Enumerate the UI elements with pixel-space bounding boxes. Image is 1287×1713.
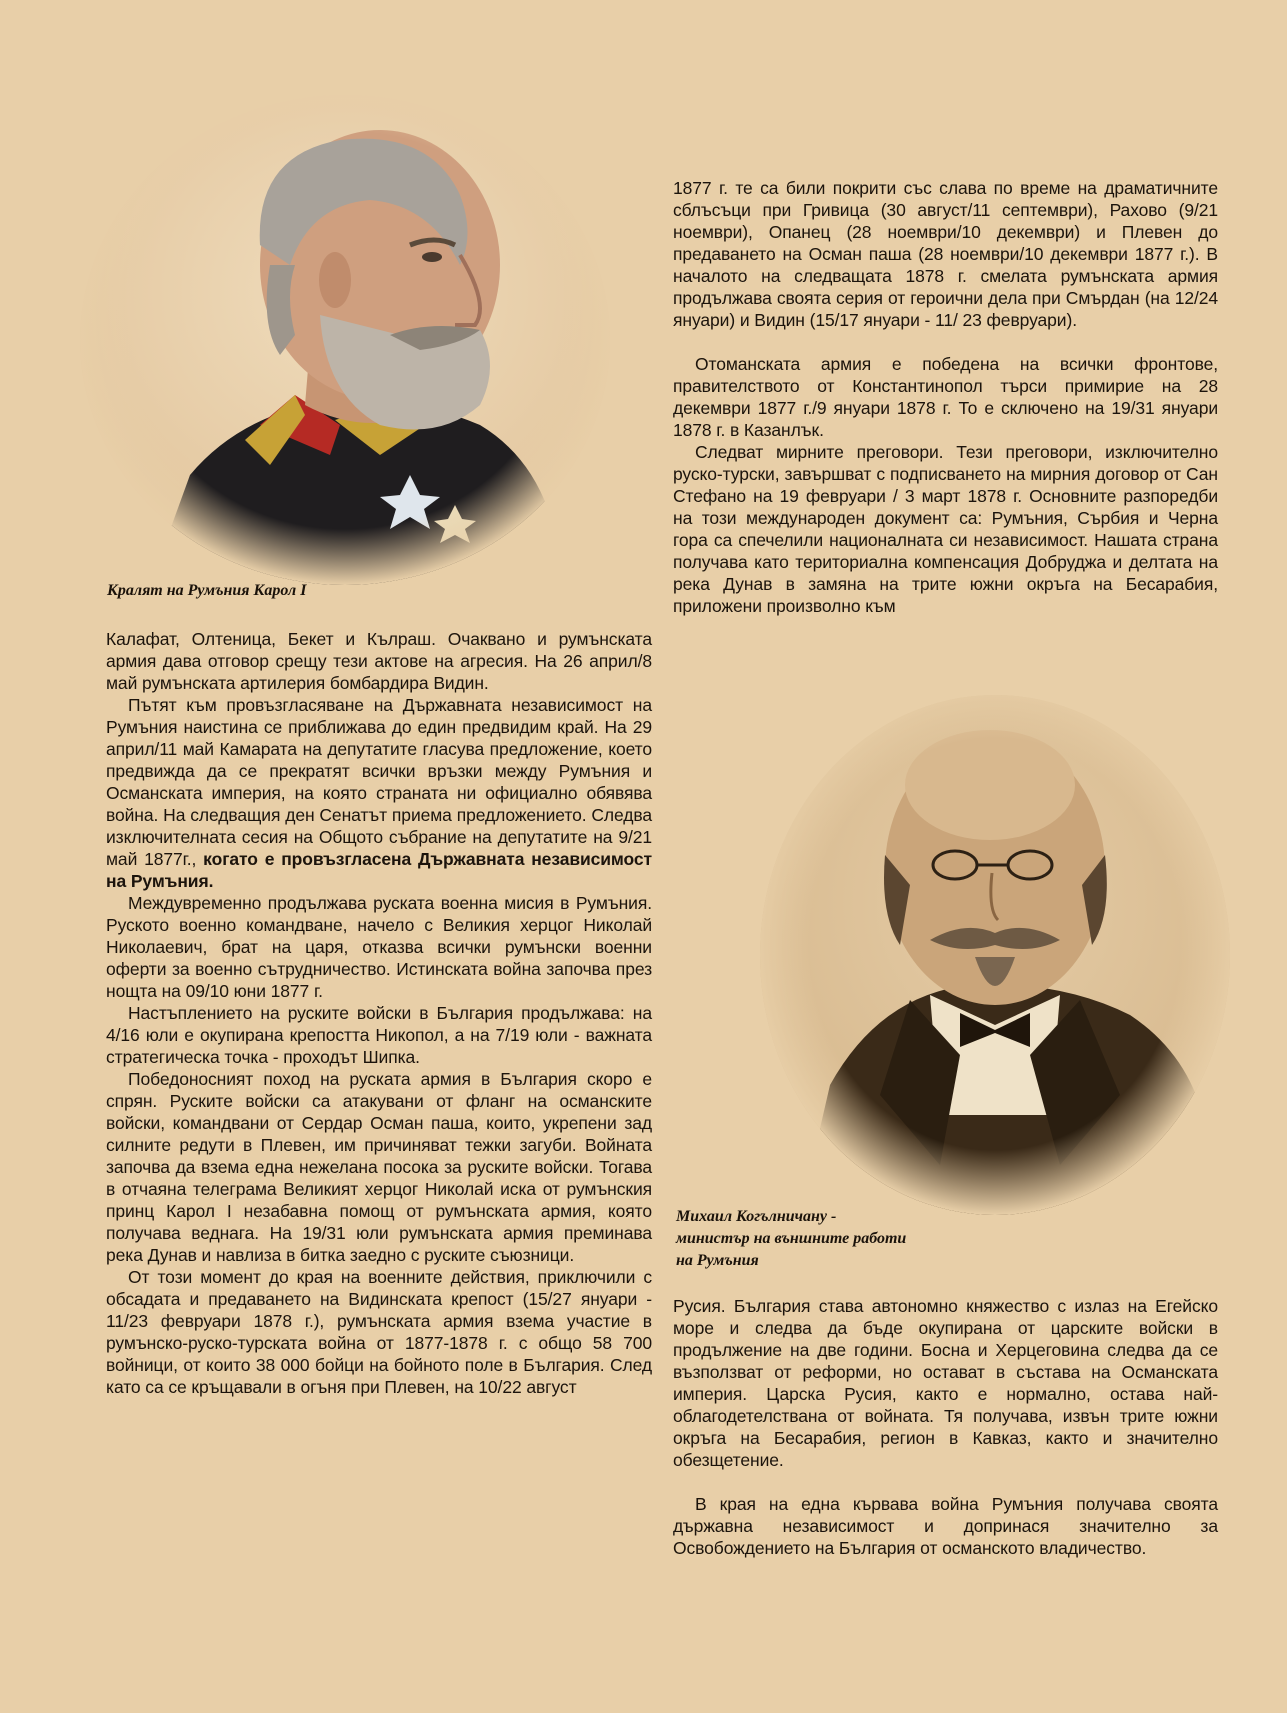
caption-line: Михаил Когълничану - xyxy=(676,1208,837,1225)
paragraph-gap xyxy=(673,1471,1218,1493)
caption-line: министър на външните работи xyxy=(676,1230,907,1247)
paragraph: 1877 г. те са били покрити със слава по време на драматичните сблъсъци при Гривица (30 август/11 септември), Рахово (9/21 ноември), Опанец (28 ноември/10 декември) и Плевен до предаването на Осман паша (28 ноември/10 декември 1877 г.). В началото на следващата 1878 г. смелата румънската армия продължава своята серия от героични дела при Смърдан (на 12/24 януари) и Видин (15/17 януари - 11/ 23 февруари). xyxy=(673,178,1218,330)
paragraph: Калафат, Олтеница, Бекет и Кълраш. Очаквано и румънската армия дава отговор срещу тези актове на агресия. На 26 април/8 май румънската артилерия бомбардира Видин. xyxy=(106,629,652,693)
paragraph-emphasis: когато е провъзгласена Държавната независимост на Румъния. xyxy=(106,849,653,891)
portrait-king-carol xyxy=(80,95,610,585)
paragraph-text: Пътят към провъзгласяване на Държавната независимост на Румъния наистина се приближава до един предвидим край. На 29 април/11 май Камарата на депутатите гласува предложение, което предвижда да се прекратят всички връзки между Румъния и Османската империя, на която страната ни официално обявява война. На следващия ден Сенатът приема предложението. Следва изключителната сесия на Общото събрание на депутатите на 9/21 май 1877г., xyxy=(106,695,652,869)
paragraph-independence xyxy=(106,694,652,892)
paragraph: Настъплението на руските войски в България продължава: на 4/16 юли е окупирана крепостта Никопол, а на 7/19 юли - важната стратегическа точка - проходът Шипка. xyxy=(106,1003,652,1067)
right-column-bottom-text xyxy=(673,1295,1218,1559)
paragraph: Следват мирните преговори. Тези преговори, изключително руско-турски, завършват с подписването на мирния договор от Сан Стефано на 19 февруари / 3 март 1878 г. Основните разпоредби на този международен документ са: Румъния, Сърбия и Черна гора са спечелили националната си независимост. Нашата страна получава като териториална компенсация Добруджа и делтата на река Дунав в замяна на трите южни окръга на Бесарабия, приложени произволно към xyxy=(673,442,1218,616)
paragraph: От този момент до края на военните действия, приключили с обсадата и предаването на Видинската крепост (15/27 януари - 11/23 февруари 1878 г.), румънската армия взема участие в румънско-руско-турската война от 1877-1878 г. с общо 58 700 войници, от които 38 000 бойци на бойното поле в България. След като са се кръщавали в огъня при Плевен, на 10/22 август xyxy=(106,1267,652,1397)
caption-king-carol: Кралят на Румъния Карол I xyxy=(107,582,307,599)
left-column-text xyxy=(106,628,652,1398)
portrait-mihail-kogalniceanu xyxy=(760,695,1230,1215)
paragraph-gap xyxy=(673,331,1218,353)
paragraph: Победоносният поход на руската армия в България скоро е спрян. Руските войски са атакувани от фланг на османските войски, командвани от Сердар Осман паша, които, укрепени зад силните редути в Плевен, им причиняват тежки загуби. Войната започва да взема една нежелана посока за руските войски. Тогава в отчаяна телеграма Великият херцог Николай иска от румънския принц Карол I незабавна помощ от румънската армия, която получава веднага. На 19/31 юли румънската армия преминава река Дунав и навлиза в битка заедно с руските съюзници. xyxy=(106,1069,652,1265)
caption-line: на Румъния xyxy=(676,1252,759,1269)
paragraph: Междувременно продължава руската военна мисия в Румъния. Руското военно командване, начело с Великия херцог Николай Николаевич, брат на царя, отказва всички румънски военни оферти за военно сътрудничество. Истинската война започва през нощта на 09/10 юни 1877 г. xyxy=(106,893,652,1001)
right-column-top-text xyxy=(673,177,1218,617)
paragraph: В края на една кървава война Румъния получава своята държавна независимост и допринася значително за Освобождението на България от османското владичество. xyxy=(673,1494,1218,1558)
caption-kogalniceanu xyxy=(676,1206,996,1272)
paragraph: Русия. България става автономно княжество с излаз на Егейско море и следва да бъде окупирана от царските войски в продължение на две години. Босна и Херцеговина следва да се възползват от реформи, но остават в състава на Османската империя. Царска Русия, както е нормално, остава най-облагодетелствана от войната. Тя получава, извън трите южни окръга на Бесарабия, регион в Кавказ, както и значително обезщетение. xyxy=(673,1296,1218,1470)
paragraph: Отоманската армия е победена на всички фронтове, правителството от Константинопол търси примирие на 28 декември 1877 г./9 януари 1878 г. То е сключено на 19/31 януари 1878 г. в Казанлък. xyxy=(673,354,1218,440)
